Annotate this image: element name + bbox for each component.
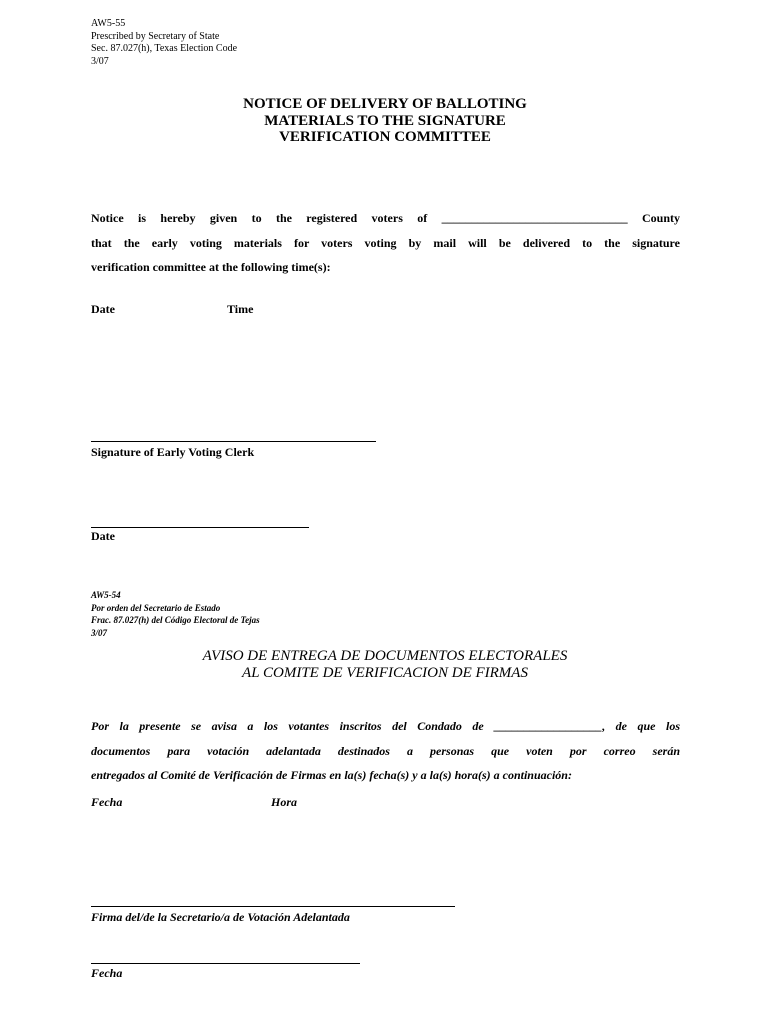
notice-line-3: verification committee at the following time(s):: [91, 260, 331, 274]
spanish-notice-line-2: documentos para votación adelantada destinados a personas que voten por correo serán: [91, 743, 680, 758]
spanish-date-column-label: Fecha: [91, 795, 123, 809]
form-date: 3/07: [91, 55, 109, 67]
title-line-3: VERIFICATION COMMITTEE: [279, 129, 491, 145]
spanish-form-number: AW5-54: [91, 590, 121, 600]
spanish-signature-line: [91, 906, 455, 907]
form-number: AW5-55: [91, 18, 126, 29]
spanish-form-date: 3/07: [91, 627, 108, 638]
sign-date-label: Date: [91, 529, 115, 543]
spanish-time-column-label: Hora: [271, 795, 298, 809]
spanish-statute-reference: Frac. 87.027(h) del Código Electoral de Tejas: [91, 615, 260, 625]
form-header: [91, 18, 237, 68]
spanish-notice-paragraph: [91, 714, 680, 788]
signature-label: Signature of Early Voting Clerk: [91, 445, 255, 459]
title-line-1: NOTICE OF DELIVERY OF BALLOTING: [243, 96, 527, 112]
spanish-title: [0, 648, 770, 682]
title-line-2: MATERIALS TO THE SIGNATURE: [264, 112, 506, 129]
page-title: [0, 96, 770, 146]
spanish-title-line-2: AL COMITE DE VERIFICACION DE FIRMAS: [242, 665, 528, 681]
spanish-notice-line-3: entregados al Comité de Verificación de Firmas en la(s) fecha(s) y a la(s) hora(s) a continuación:: [91, 768, 572, 782]
statute-reference: Sec. 87.027(h), Texas Election Code: [91, 43, 238, 54]
time-column-label: Time: [227, 302, 254, 316]
spanish-sign-date-line: [91, 963, 360, 964]
spanish-form-header: [91, 589, 260, 639]
sign-date-line: [91, 527, 309, 528]
date-column-label: Date: [91, 302, 115, 316]
spanish-signature-label: Firma del/de la Secretario/a de Votación Adelantada: [91, 910, 350, 924]
spanish-notice-line-1: Por la presente se avisa a los votantes inscritos del Condado de __________________, de que los: [91, 719, 680, 733]
spanish-sign-date-label: Fecha: [91, 966, 123, 980]
spanish-prescribed-by: Por orden del Secretario de Estado: [91, 602, 221, 613]
notice-line-2: that the early voting materials for voters voting by mail will be delivered to the signature: [91, 235, 680, 250]
signature-line: [91, 441, 376, 442]
prescribed-by: Prescribed by Secretary of State: [91, 30, 220, 42]
spanish-title-line-1: AVISO DE ENTREGA DE DOCUMENTOS ELECTORALES: [202, 648, 568, 664]
notice-line-1: Notice is hereby given to the registered voters of _______________________________ County: [91, 211, 680, 225]
notice-paragraph: [91, 206, 680, 280]
